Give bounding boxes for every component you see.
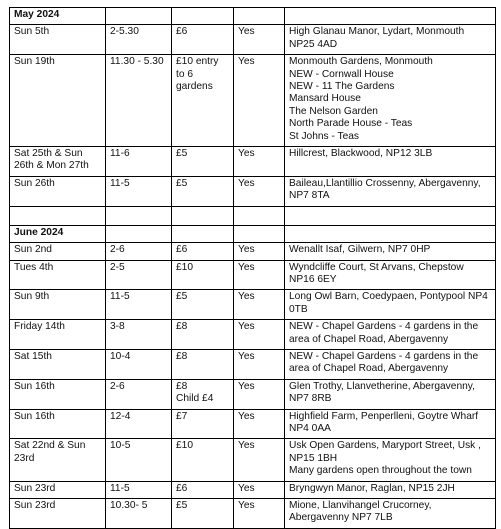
- empty-cell: [234, 8, 285, 25]
- venue-cell-line: NP25 4AD: [289, 38, 338, 50]
- price-cell-line: £7: [176, 410, 188, 422]
- date-cell-line: Sun 16th: [14, 410, 55, 422]
- date-cell: [10, 320, 106, 350]
- venue-cell-line: Many gardens open throughout the town: [289, 465, 472, 477]
- month-heading-row: [10, 8, 496, 25]
- time-cell-line: 12-4: [110, 410, 131, 422]
- availability-cell: Yes: [234, 349, 285, 379]
- venue-cell-line: Mione, Llanvihangel Crucorney,: [289, 500, 432, 511]
- venue-cell: [285, 55, 496, 147]
- date-cell-line: Sun 9th: [14, 291, 50, 303]
- venue-cell: [285, 147, 496, 177]
- time-cell: [106, 243, 172, 260]
- empty-cell: [106, 225, 172, 242]
- table-row: [10, 147, 496, 177]
- table-row: [10, 499, 496, 529]
- venue-cell-line: NP15 1BH: [289, 452, 338, 464]
- availability-cell: Yes: [234, 243, 285, 260]
- price-cell-line: £5: [176, 148, 188, 160]
- date-cell: [10, 176, 106, 206]
- table-row: [10, 481, 496, 498]
- venue-cell: [285, 481, 496, 498]
- availability-cell: Yes: [234, 499, 285, 529]
- venue-cell-line: NP16 6EY: [289, 273, 337, 285]
- month-heading-row: [10, 225, 496, 242]
- table-body: [10, 8, 496, 529]
- price-cell: [172, 409, 234, 439]
- month-heading: June 2024: [10, 225, 106, 242]
- price-cell-line: Child £4: [176, 393, 214, 405]
- venue-cell-line: Abergavenny NP7 7LB: [289, 512, 393, 524]
- venue-cell-line: Baileau,Llantillio Crossenny, Abergavenny,: [289, 177, 481, 189]
- venue-cell: [285, 25, 496, 55]
- price-cell: [172, 320, 234, 350]
- date-cell-line: Sun 19th: [14, 56, 55, 68]
- time-cell-line: 2-5.30: [110, 26, 139, 38]
- date-cell: [10, 481, 106, 498]
- date-cell: [10, 55, 106, 147]
- date-cell-line: Sat 25th & Sun: [14, 148, 83, 160]
- price-cell-line: £8: [176, 321, 188, 333]
- date-cell: [10, 243, 106, 260]
- price-cell: [172, 481, 234, 498]
- venue-cell-line: Mansard House: [289, 93, 361, 105]
- availability-cell: Yes: [234, 25, 285, 55]
- table-row: [10, 176, 496, 206]
- availability-cell: Yes: [234, 409, 285, 439]
- venue-cell-line: Wyndcliffe Court, St Arvans, Chepstow: [289, 261, 464, 273]
- empty-cell: [234, 225, 285, 242]
- price-cell: [172, 55, 234, 147]
- empty-cell: [285, 8, 496, 25]
- time-cell-line: 11-5: [110, 482, 130, 494]
- time-cell-line: 10-4: [110, 350, 131, 362]
- date-cell: [10, 409, 106, 439]
- date-cell: [10, 349, 106, 379]
- time-cell-line: 11.30 - 5.30: [110, 56, 164, 68]
- date-cell: [10, 379, 106, 409]
- date-cell-line: Sun 23rd: [14, 500, 56, 511]
- price-cell-line: £10: [176, 261, 193, 273]
- table-row: [10, 260, 496, 290]
- time-cell: [106, 55, 172, 147]
- price-cell-line: £6: [176, 26, 188, 38]
- availability-cell: Yes: [234, 147, 285, 177]
- empty-cell: [172, 225, 234, 242]
- date-cell-line: Sat 15th: [14, 350, 52, 362]
- time-cell: [106, 260, 172, 290]
- empty-cell: [10, 206, 106, 225]
- price-cell-line: £5: [176, 291, 188, 303]
- empty-cell: [106, 8, 172, 25]
- price-cell-line: to 6: [176, 68, 193, 80]
- venue-cell: [285, 499, 496, 529]
- table-row: [10, 25, 496, 55]
- date-cell: [10, 25, 106, 55]
- empty-cell: [172, 8, 234, 25]
- time-cell-line: 2-6: [110, 244, 125, 256]
- venue-cell-line: Wenallt Isaf, Gilwern, NP7 0HP: [289, 244, 431, 256]
- time-cell: [106, 499, 172, 529]
- price-cell-line: £8: [176, 380, 188, 392]
- time-cell: [106, 25, 172, 55]
- table-row: [10, 379, 496, 409]
- venue-cell-line: St Johns - Teas: [289, 130, 360, 142]
- price-cell: [172, 349, 234, 379]
- venue-cell-line: Hillcrest, Blackwood, NP12 3LB: [289, 148, 433, 160]
- date-cell-line: Sun 23rd: [14, 482, 56, 494]
- table-row: [10, 439, 496, 481]
- venue-cell-line: NEW - 11 The Gardens: [289, 81, 395, 93]
- date-cell-line: Tues 4th: [14, 261, 54, 273]
- venue-cell-line: High Glanau Manor, Lydart, Monmouth: [289, 26, 465, 38]
- availability-cell: Yes: [234, 55, 285, 147]
- venue-cell: [285, 439, 496, 481]
- venue-cell-line: Highfield Farm, Penperlleni, Goytre Wharf: [289, 410, 479, 422]
- price-cell-line: £5: [176, 500, 188, 511]
- date-cell: [10, 439, 106, 481]
- venue-cell-line: NEW - Cornwall House: [289, 68, 394, 80]
- date-cell: [10, 290, 106, 320]
- time-cell-line: 3-8: [110, 321, 125, 333]
- venue-cell-line: Long Owl Barn, Coedypaen, Pontypool NP4: [289, 291, 488, 303]
- table-row: [10, 320, 496, 350]
- time-cell: [106, 320, 172, 350]
- venue-cell-line: NEW - Chapel Gardens - 4 gardens in the: [289, 321, 479, 333]
- time-cell-line: 11-5: [110, 291, 130, 303]
- spacer-row: [10, 206, 496, 225]
- time-cell: [106, 147, 172, 177]
- price-cell: [172, 147, 234, 177]
- date-cell-line: Sun 16th: [14, 380, 55, 392]
- price-cell: [172, 439, 234, 481]
- venue-cell-line: NP7 8TA: [289, 190, 330, 202]
- time-cell: [106, 439, 172, 481]
- venue-cell-line: Bryngwyn Manor, Raglan, NP15 2JH: [289, 482, 455, 494]
- time-cell: [106, 349, 172, 379]
- venue-cell-line: NEW - Chapel Gardens - 4 gardens in the: [289, 350, 479, 362]
- date-cell-line: Sun 2nd: [14, 244, 52, 256]
- time-cell: [106, 290, 172, 320]
- price-cell-line: £6: [176, 244, 188, 256]
- time-cell-line: 11-6: [110, 148, 130, 160]
- venue-cell-line: area of Chapel Road, Abergavenny: [289, 333, 449, 345]
- time-cell: [106, 409, 172, 439]
- date-cell: [10, 499, 106, 529]
- price-cell-line: £10: [176, 440, 193, 452]
- venue-cell: [285, 290, 496, 320]
- venue-cell-line: NP4 0AA: [289, 422, 331, 434]
- date-cell-line: 26th & Mon 27th: [14, 160, 89, 172]
- price-cell-line: £8: [176, 350, 188, 362]
- empty-cell: [172, 206, 234, 225]
- venue-cell-line: Usk Open Gardens, Maryport Street, Usk ,: [289, 440, 481, 452]
- price-cell: [172, 379, 234, 409]
- price-cell: [172, 243, 234, 260]
- venue-cell: [285, 260, 496, 290]
- time-cell-line: 2-5: [110, 261, 125, 273]
- garden-openings-table: [9, 7, 496, 529]
- time-cell: [106, 176, 172, 206]
- price-cell-line: gardens: [176, 81, 213, 93]
- venue-cell-line: Glen Trothy, Llanvetherine, Abergavenny,: [289, 380, 475, 392]
- date-cell: [10, 147, 106, 177]
- time-cell: [106, 481, 172, 498]
- venue-cell-line: Monmouth Gardens, Monmouth: [289, 56, 433, 68]
- venue-cell: [285, 379, 496, 409]
- price-cell-line: £5: [176, 177, 188, 189]
- price-cell: [172, 176, 234, 206]
- time-cell-line: 2-6: [110, 380, 125, 392]
- price-cell: [172, 499, 234, 529]
- date-cell: [10, 260, 106, 290]
- date-cell-line: Sat 22nd & Sun: [14, 440, 86, 452]
- table-row: [10, 349, 496, 379]
- availability-cell: Yes: [234, 176, 285, 206]
- table-row: [10, 409, 496, 439]
- availability-cell: Yes: [234, 260, 285, 290]
- availability-cell: Yes: [234, 439, 285, 481]
- price-cell-line: £10 entry: [176, 56, 219, 68]
- table-row: [10, 243, 496, 260]
- date-cell-line: Sun 5th: [14, 26, 50, 38]
- venue-cell: [285, 349, 496, 379]
- venue-cell: [285, 409, 496, 439]
- venue-cell: [285, 320, 496, 350]
- venue-cell-line: area of Chapel Road, Abergavenny: [289, 363, 449, 375]
- time-cell-line: 11-5: [110, 177, 130, 189]
- table-row: [10, 55, 496, 147]
- price-cell: [172, 260, 234, 290]
- venue-cell-line: 0TB: [289, 303, 308, 315]
- availability-cell: Yes: [234, 481, 285, 498]
- venue-cell: [285, 176, 496, 206]
- empty-cell: [106, 206, 172, 225]
- availability-cell: Yes: [234, 320, 285, 350]
- empty-cell: [285, 206, 496, 225]
- date-cell-line: Friday 14th: [14, 321, 65, 333]
- date-cell-line: 23rd: [14, 452, 35, 464]
- table-row: [10, 290, 496, 320]
- venue-cell: [285, 243, 496, 260]
- time-cell-line: 10.30- 5: [110, 500, 148, 511]
- price-cell: [172, 290, 234, 320]
- venue-cell-line: North Parade House - Teas: [289, 118, 413, 130]
- venue-cell-line: The Nelson Garden: [289, 105, 378, 117]
- time-cell-line: 10-5: [110, 440, 131, 452]
- price-cell-line: £6: [176, 482, 188, 494]
- availability-cell: Yes: [234, 379, 285, 409]
- availability-cell: Yes: [234, 290, 285, 320]
- time-cell: [106, 379, 172, 409]
- empty-cell: [285, 225, 496, 242]
- empty-cell: [234, 206, 285, 225]
- venue-cell-line: NP7 8RB: [289, 393, 332, 405]
- date-cell-line: Sun 26th: [14, 177, 55, 189]
- month-heading: May 2024: [10, 8, 106, 25]
- price-cell: [172, 25, 234, 55]
